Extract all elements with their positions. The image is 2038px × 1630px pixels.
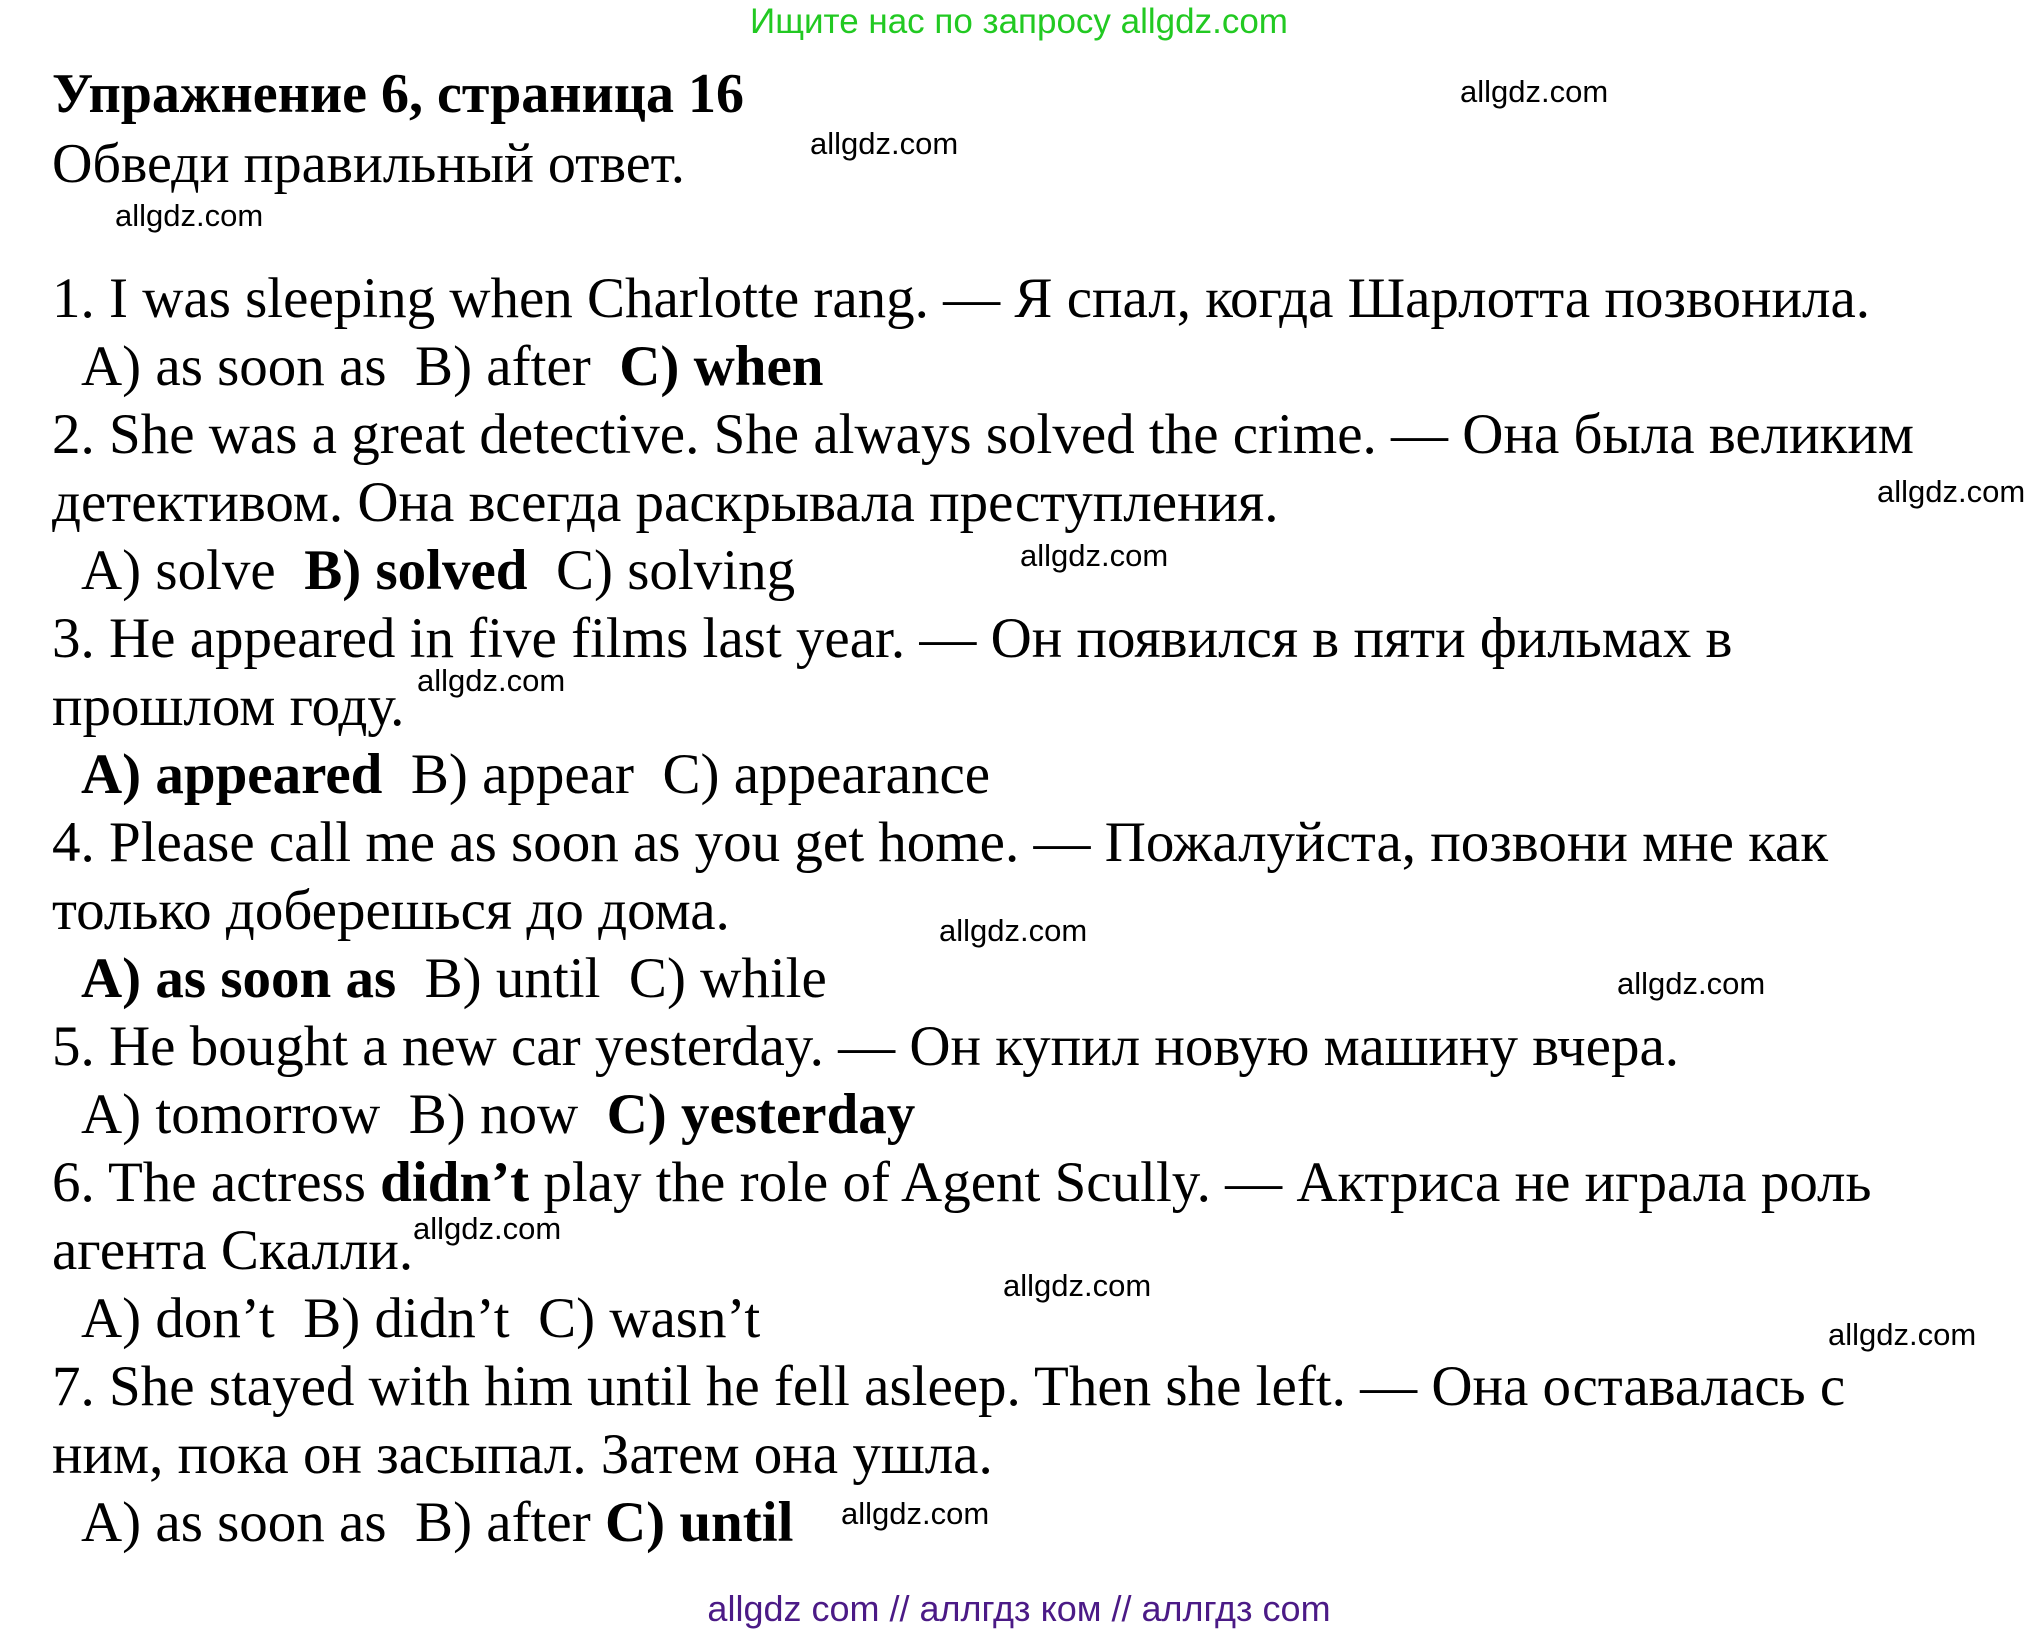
question-2-cont: детективом. Она всегда раскрывала преступления. — [52, 471, 1279, 534]
exercise-heading: Упражнение 6, страница 16 — [52, 63, 745, 125]
question-4-cont: только доберешься до дома. — [52, 879, 730, 942]
watermark: allgdz.com — [1460, 74, 1609, 109]
watermark: allgdz.com — [1828, 1317, 1977, 1352]
footer-watermark: allgdz com // аллгдз ком // аллгдз com — [707, 1588, 1331, 1629]
option-c: C) appearance — [662, 743, 991, 806]
option-b: B) until — [424, 947, 601, 1010]
answer-options-5 — [81, 1081, 915, 1149]
option-b: B) after — [415, 335, 591, 398]
watermark: allgdz.com — [939, 913, 1088, 948]
option-c: C) while — [628, 947, 827, 1010]
answer-options-7 — [81, 1489, 793, 1557]
watermark: allgdz.com — [810, 126, 959, 161]
option-c: C) wasn’t — [538, 1287, 761, 1350]
answer-options-2 — [81, 537, 795, 605]
option-a-correct: A) as soon as — [81, 947, 397, 1010]
text: play the role of Agent Scully. — Актриса не играла роль — [529, 1151, 1872, 1214]
option-c-correct: C) yesterday — [606, 1083, 916, 1146]
question-3-cont: прошлом году. — [52, 675, 405, 738]
watermark: allgdz.com — [1003, 1268, 1152, 1303]
question-2: 2. She was a great detective. She always solved the crime. — Она была великим — [52, 403, 1914, 466]
option-b: B) now — [408, 1083, 579, 1146]
watermark: allgdz.com — [841, 1496, 990, 1531]
watermark: allgdz.com — [1877, 474, 2026, 509]
question-3: 3. He appeared in five films last year. — Он появился в пяти фильмах в — [52, 607, 1733, 670]
option-b: B) after — [415, 1491, 591, 1554]
watermark: allgdz.com — [417, 663, 566, 698]
question-7: 7. She stayed with him until he fell asleep. Then she left. — Она оставалась с — [52, 1355, 1846, 1418]
option-a: A) tomorrow — [81, 1083, 381, 1146]
option-a-correct: A) appeared — [81, 743, 383, 806]
question-5: 5. He bought a new car yesterday. — Он купил новую машину вчера. — [52, 1015, 1680, 1078]
answer-options-4 — [81, 945, 827, 1013]
option-b: B) didn’t — [303, 1287, 510, 1350]
question-6 — [52, 1149, 1872, 1217]
answer-options-6 — [81, 1285, 760, 1353]
question-7-cont: ним, пока он засыпал. Затем она ушла. — [52, 1423, 993, 1486]
site-banner: Ищите нас по запросу allgdz.com — [750, 2, 1288, 41]
question-6-cont: агента Скалли. — [52, 1219, 414, 1282]
option-b: B) appear — [410, 743, 635, 806]
watermark: allgdz.com — [1617, 966, 1766, 1001]
watermark: allgdz.com — [115, 198, 264, 233]
option-a: A) as soon as — [81, 335, 387, 398]
watermark: allgdz.com — [413, 1211, 562, 1246]
option-c-correct: C) until — [604, 1491, 794, 1554]
option-c: C) solving — [556, 539, 796, 602]
answer-options-1 — [81, 333, 823, 401]
option-c-correct: C) when — [619, 335, 824, 398]
emphasis: didn’t — [380, 1151, 530, 1214]
question-4: 4. Please call me as soon as you get home. — Пожалуйста, позвони мне как — [52, 811, 1829, 874]
text: 6. The actress — [52, 1151, 381, 1214]
watermark: allgdz.com — [1020, 538, 1169, 573]
answer-options-3 — [81, 741, 990, 809]
option-a: A) solve — [81, 539, 276, 602]
exercise-instruction: Обведи правильный ответ. — [52, 133, 685, 195]
option-a: A) as soon as — [81, 1491, 387, 1554]
question-1: 1. I was sleeping when Charlotte rang. — Я спал, когда Шарлотта позвонила. — [52, 267, 1870, 330]
option-b-correct: B) solved — [304, 539, 528, 602]
option-a: A) don’t — [81, 1287, 275, 1350]
